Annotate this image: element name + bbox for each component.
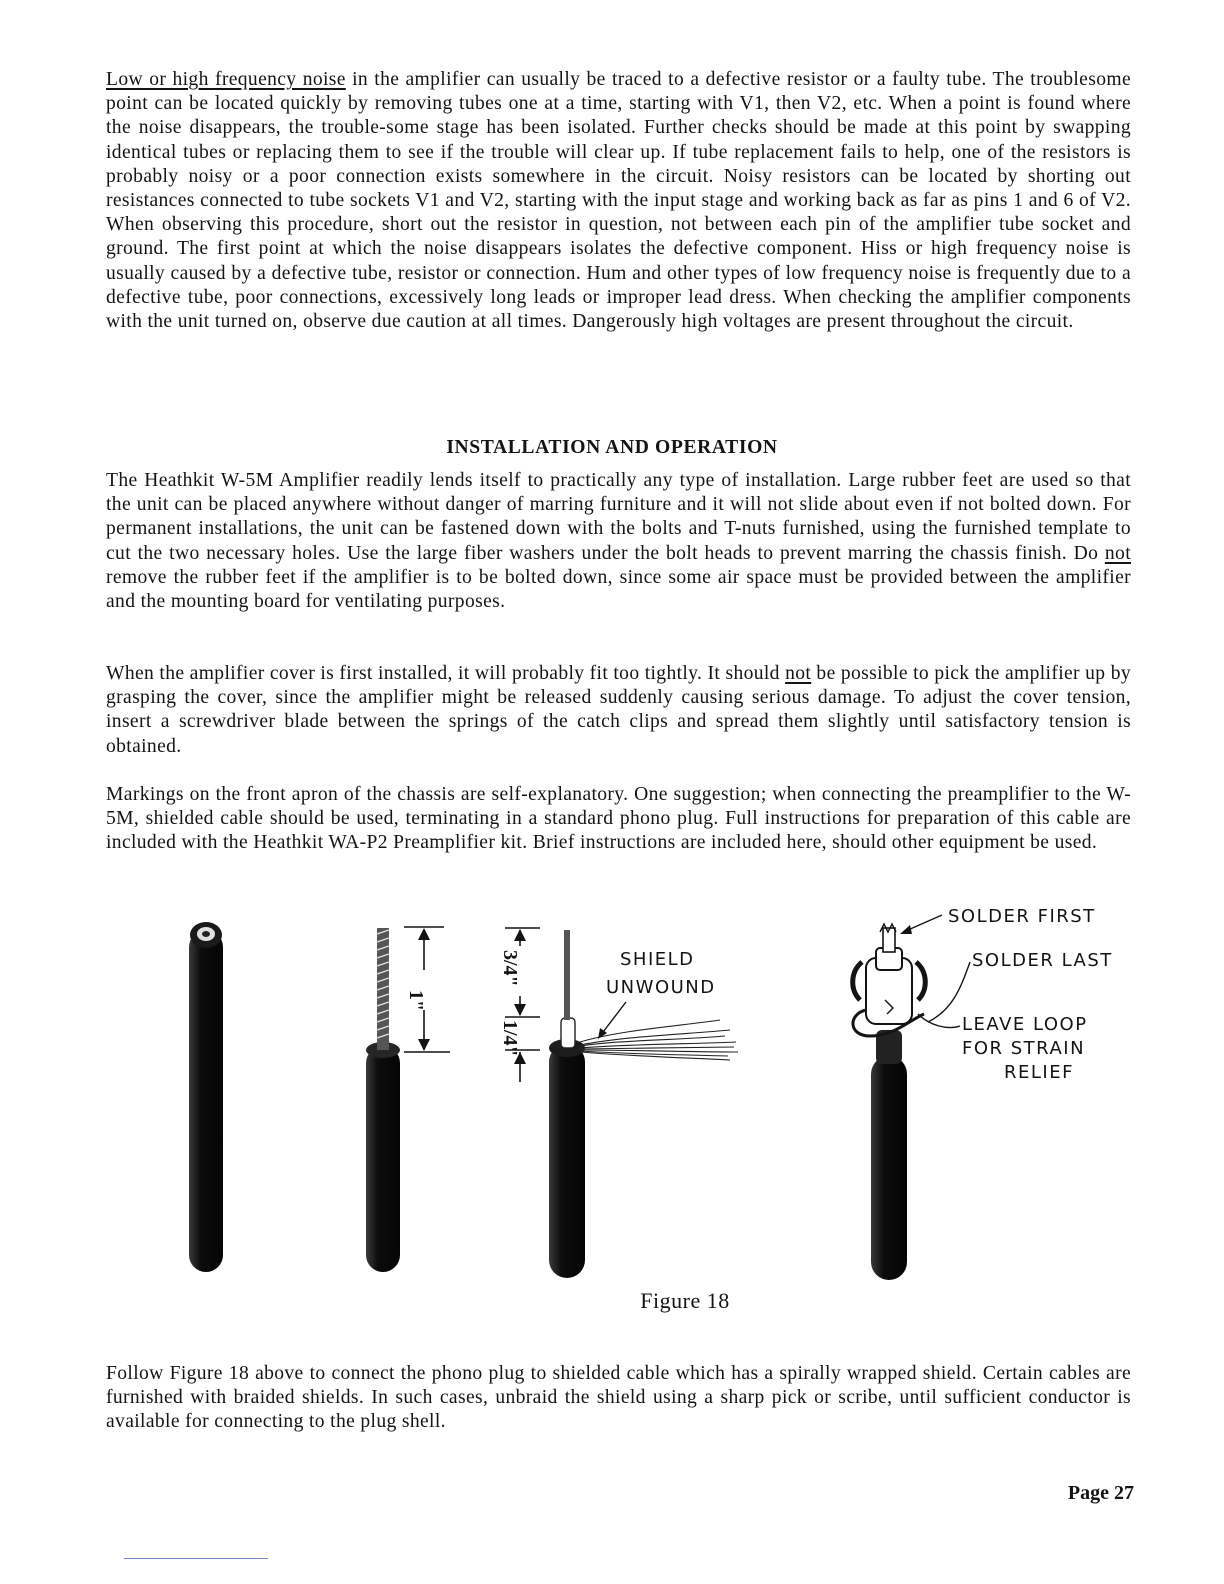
paragraph-cover-after: be possible to pick the amplifier up by grasping the cover, since the amplifier might be released suddenly causing serious damage. To adjust the cover tension, insert a screwdriver blade between the springs of the catch clips and spread them slightly until satisfactory tension is obtained. xyxy=(106,663,1131,757)
label-leave-loop: LEAVE LOOP xyxy=(962,1014,1088,1035)
page-number: Page 27 xyxy=(1067,1482,1134,1504)
footnote-rule xyxy=(124,1558,268,1559)
paragraph-noise-text: in the amplifier can usually be traced to a defective resistor or a faulty tube. The troublesome point can be located quickly by removing tubes one at a time, starting with V1, then V2, etc. When a point is found where the noise disappears, the trouble-some stage has been isolated. Further checks should be made at this point by swapping identical tubes or replacing them to see if the trouble will clear up. If tube replacement fails to help, one of the resistors is probably noisy or a poor connection exists somewhere in the circuit. Noisy resistors can be located by shorting out resistances connected to tube sockets V1 and V2, starting with the input stage and working back as far as pins 1 and 6 of V2. When observing this procedure, short out the resistor in question, not between each pin of the amplifier tube socket and ground. The first point at which the noise disappears isolates the defective component. Hiss or high frequency noise is usually caused by a defective tube, resistor or connection. Hum and other types of low frequency noise is frequently due to a defective tube, poor connections, excessively long leads or improper lead dress. When checking the amplifier components with the unit turned on, observe due caution at all times. Dangerously high voltages are present throughout the circuit. xyxy=(106,69,1131,333)
underlined-not: not xyxy=(1104,542,1131,564)
section-heading: INSTALLATION AND OPERATION xyxy=(446,437,778,458)
dim-quarter: 1/4" xyxy=(499,1020,521,1057)
cable-stripped xyxy=(366,927,450,1272)
cable-phono-plug xyxy=(853,915,970,1280)
paragraph-markings: Markings on the front apron of the chassis are self-explanatory. One suggestion; when connecting the preamplifier to the W-5M, shielded cable should be used, terminating in a standard phono plug. Full instructions for preparation of this cable are included with the Heathkit WA-P2 Preamplifier kit. Brief instructions are included here, should other equipment be used. xyxy=(106,784,1131,854)
label-shield: SHIELD xyxy=(620,949,695,970)
label-solder-last: SOLDER LAST xyxy=(972,950,1113,971)
paragraph-follow-figure: Follow Figure 18 above to connect the phono plug to shielded cable which has a spirally wrapped shield. Certain cables are furnished with braided shields. In such cases, unbraid the shield using a sharp pick or scribe, until sufficient conductor is available for connecting to the plug shell. xyxy=(106,1363,1131,1433)
dim-one-inch: 1" xyxy=(405,990,427,1012)
figure-caption: Figure 18 xyxy=(640,1288,730,1313)
underlined-lead: Low or high frequency noise xyxy=(106,69,346,90)
paragraph-installation-after: remove the rubber feet if the amplifier is to be bolted down, since some air space must be provided between the amplifier and the mounting board for ventilating purposes. xyxy=(106,566,1131,613)
label-for-strain: FOR STRAIN xyxy=(962,1038,1086,1059)
label-unwound: UNWOUND xyxy=(606,977,716,998)
paragraph-installation-before: The Heathkit W-5M Amplifier readily lends itself to practically any type of installation. Large rubber feet are used so that the unit can be placed anywhere without danger of marring furniture and it will not slide about even if not bolted down. For permanent installations, the unit can be fastened down with the bolts and T-nuts furnished, using the furnished template to cut the two necessary holes. Use the large fiber washers under the bolt heads to prevent marring the chassis finish. Do xyxy=(106,470,1131,564)
paragraph-cover-before: When the amplifier cover is first installed, it will probably fit too tightly. It should xyxy=(106,663,786,684)
label-solder-first: SOLDER FIRST xyxy=(948,906,1096,927)
underlined-not-2: not xyxy=(785,663,812,684)
label-relief: RELIEF xyxy=(1004,1062,1074,1083)
dim-three-quarter: 3/4" xyxy=(499,950,521,987)
cable-end-view xyxy=(189,922,223,1272)
